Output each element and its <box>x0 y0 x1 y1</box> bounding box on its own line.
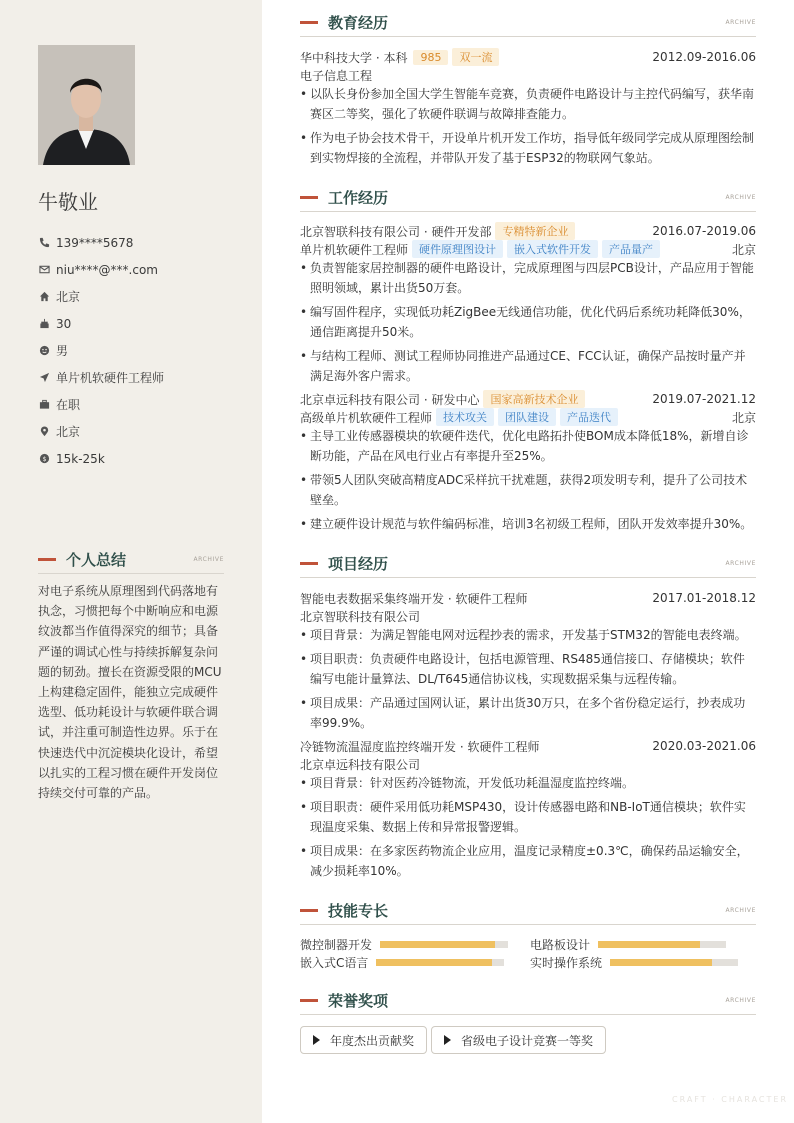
location-pin-icon <box>38 426 50 438</box>
skill-item <box>300 935 508 953</box>
archive-label: ARCHIVE <box>193 555 224 563</box>
awards-title: 荣誉奖项 <box>328 991 389 1010</box>
job-role-row <box>300 408 756 426</box>
info-status <box>38 391 164 418</box>
education-school-row <box>300 48 756 66</box>
info-email <box>38 256 164 283</box>
skill-level-fill <box>598 941 700 948</box>
job-date: 2019.07-2021.12 <box>652 392 756 406</box>
job-role: 单片机软硬件工程师 <box>300 242 409 257</box>
section-accent-bar <box>300 196 318 199</box>
education-section-header <box>300 8 756 37</box>
job-date: 2016.07-2019.06 <box>652 224 756 238</box>
list-item: • 带领5人团队突破高精度ADC采样抗干扰难题，获得2项发明专利，提升了公司技术壁垒。 <box>300 470 756 510</box>
archive-label: ARCHIVE <box>725 193 756 201</box>
project-company: 北京智联科技有限公司 <box>300 609 421 624</box>
job-company-row <box>300 222 756 240</box>
project-bullets <box>300 773 756 885</box>
award-label: 年度杰出贡献奖 <box>330 1033 415 1048</box>
info-location <box>38 418 164 445</box>
skills-title: 技能专长 <box>328 901 389 920</box>
project-company: 北京卓远科技有限公司 <box>300 757 421 772</box>
education-bullets <box>300 84 756 172</box>
contact-info-list <box>38 229 164 472</box>
project-company-row <box>300 755 756 773</box>
summary-title: 个人总结 <box>66 550 127 569</box>
project-name: 冷链物流温湿度监控终端开发 · 软硬件工程师 <box>300 739 540 754</box>
award-label: 省级电子设计竞赛一等奖 <box>461 1033 594 1048</box>
salary-text: 15k-25k <box>56 451 105 466</box>
work-title: 工作经历 <box>328 188 389 207</box>
project-company-row <box>300 607 756 625</box>
education-major-row <box>300 66 756 84</box>
section-accent-bar <box>38 558 56 561</box>
job-company: 北京卓远科技有限公司 · 研发中心 <box>300 392 480 407</box>
info-salary <box>38 445 164 472</box>
skill-level-track <box>380 941 508 948</box>
list-item: • 作为电子协会技术骨干，开设单片机开发工作坊，指导低年级同学完成从原理图绘制到实物焊接的全流程，并带队开发了基于ESP32的物联网气象站。 <box>300 128 756 168</box>
skill-item <box>300 953 504 971</box>
profile-photo <box>38 45 135 165</box>
education-title: 教育经历 <box>328 13 389 32</box>
skill-level-track <box>610 959 738 966</box>
summary-section-header <box>38 545 224 574</box>
major-name: 电子信息工程 <box>300 68 373 83</box>
list-item: • 项目职责：硬件采用低功耗MSP430，设计传感器电路和NB-IoT通信模块；软件实现温度采集、数据上传和异常报警逻辑。 <box>300 797 756 837</box>
skills-section-header <box>300 896 756 925</box>
skill-level-fill <box>376 959 491 966</box>
project-name-row <box>300 589 756 607</box>
status-text: 在职 <box>56 398 81 412</box>
job-bullets <box>300 258 756 390</box>
project-date: 2020.03-2021.06 <box>652 739 756 753</box>
home-icon <box>38 291 50 303</box>
list-item: • 项目成果：在多家医药物流企业应用，温度记录精度±0.3℃，确保药品运输安全，减少损耗率10%。 <box>300 841 756 881</box>
project-bullets <box>300 625 756 737</box>
archive-label: ARCHIVE <box>725 906 756 914</box>
skill-level-fill <box>380 941 495 948</box>
skill-item <box>530 935 726 953</box>
section-accent-bar <box>300 909 318 912</box>
list-item: • 与结构工程师、测试工程师协同推进产品通过CE、FCC认证，确保产品按时量产并满足海外客户需求。 <box>300 346 756 386</box>
list-item: • 项目背景：针对医药冷链物流，开发低功耗温湿度监控终端。 <box>300 773 756 793</box>
target-position-text: 单片机软硬件工程师 <box>56 371 165 385</box>
list-item: • 项目背景：为满足智能电网对远程抄表的需求，开发基于STM32的智能电表终端。 <box>300 625 756 645</box>
project-date: 2017.01-2018.12 <box>652 591 756 605</box>
phone-icon <box>38 237 50 249</box>
role-tag: 团队建设 <box>498 408 556 426</box>
role-tag: 技术攻关 <box>436 408 494 426</box>
skill-name: 嵌入式C语言 <box>300 955 369 970</box>
job-city: 北京 <box>731 242 756 257</box>
list-item: • 项目成果：产品通过国网认证，累计出货30万只，在多个省份稳定运行，抄表成功率99.9%。 <box>300 693 756 733</box>
archive-label: ARCHIVE <box>725 18 756 26</box>
salary-icon <box>38 453 50 465</box>
archive-label: ARCHIVE <box>725 559 756 567</box>
award-chip <box>431 1026 606 1054</box>
sidebar <box>0 0 262 1123</box>
cake-icon <box>38 318 50 330</box>
gender-text: 男 <box>56 344 69 358</box>
list-item: • 编写固件程序，实现低功耗ZigBee无线通信功能，优化代码后系统功耗降低30%，通信距离提升50米。 <box>300 302 756 342</box>
skill-level-fill <box>610 959 712 966</box>
play-triangle-icon <box>313 1035 320 1045</box>
project-name: 智能电表数据采集终端开发 · 软硬件工程师 <box>300 591 528 606</box>
projects-title: 项目经历 <box>328 554 389 573</box>
school-name: 华中科技大学 · 本科 <box>300 50 408 65</box>
awards-list <box>300 1026 606 1054</box>
awards-section-header <box>300 986 756 1015</box>
job-company-row <box>300 390 756 408</box>
company-tag: 专精特新企业 <box>495 222 575 240</box>
info-age <box>38 310 164 337</box>
company-tag: 国家高新技术企业 <box>483 390 585 408</box>
svg-text:$: $ <box>41 454 47 463</box>
skill-level-track <box>598 941 726 948</box>
section-accent-bar <box>300 21 318 24</box>
skill-level-track <box>376 959 504 966</box>
section-accent-bar <box>300 999 318 1002</box>
role-tag: 产品量产 <box>602 240 660 258</box>
age-text: 30 <box>56 316 72 331</box>
location-text: 北京 <box>56 425 81 439</box>
info-gender <box>38 337 164 364</box>
section-accent-bar <box>300 562 318 565</box>
play-triangle-icon <box>444 1035 451 1045</box>
skill-name: 微控制器开发 <box>300 937 373 952</box>
info-phone <box>38 229 164 256</box>
hometown-text: 北京 <box>56 290 81 304</box>
summary-text: 对电子系统从原理图到代码落地有执念，习惯把每个中断响应和电源纹波都当作值得深究的细节；具备严谨的调试心性与持续拆解复杂问题的韧劲。擅长在资源受限的MCU上构建稳定固件，能独立完成硬件选型、低功耗设计与软硬件联合调试，并注重可制造性边界。乐于在快速迭代中沉淀模块化设计，希望以扎实的工程习惯在硬件开发岗位持续交付可靠的产品。 <box>38 584 222 801</box>
school-tag: 双一流 <box>452 48 499 66</box>
send-icon <box>38 372 50 384</box>
list-item: • 以队长身份参加全国大学生智能车竞赛，负责硬件电路设计与主控代码编写，获华南赛区二等奖，强化了软硬件联调与故障排查能力。 <box>300 84 756 124</box>
email-icon <box>38 264 50 276</box>
project-name-row <box>300 737 756 755</box>
briefcase-icon <box>38 399 50 411</box>
candidate-name: 牛敬业 <box>38 190 98 214</box>
list-item: • 主导工业传感器模块的软硬件迭代，优化电路拓扑使BOM成本降低18%，新增自诊断功能，产品在风电行业占有率提升至25%。 <box>300 426 756 466</box>
skill-item <box>530 953 738 971</box>
education-date: 2012.09-2016.06 <box>652 50 756 64</box>
phone-text: 139****5678 <box>56 235 134 250</box>
job-role: 高级单片机软硬件工程师 <box>300 410 433 425</box>
award-chip <box>300 1026 427 1054</box>
job-city: 北京 <box>731 410 756 425</box>
role-tag: 产品迭代 <box>560 408 618 426</box>
gender-icon <box>38 345 50 357</box>
info-target-position <box>38 364 164 391</box>
list-item: • 项目职责：负责硬件电路设计，包括电源管理、RS485通信接口、存储模块；软件编写电能计量算法、DL/T645通信协议栈，实现数据采集与远程传输。 <box>300 649 756 689</box>
role-tag: 硬件原理图设计 <box>412 240 503 258</box>
footer-watermark: CRAFT · CHARACTER <box>672 1095 788 1104</box>
email-text: niu****@***.com <box>56 262 158 277</box>
job-role-row <box>300 240 756 258</box>
role-tag: 嵌入式软件开发 <box>507 240 598 258</box>
info-hometown <box>38 283 164 310</box>
job-company: 北京智联科技有限公司 · 硬件开发部 <box>300 224 492 239</box>
job-bullets <box>300 426 756 538</box>
school-tag: 985 <box>413 50 448 65</box>
list-item: • 负责智能家居控制器的硬件电路设计，完成原理图与四层PCB设计，产品应用于智能照明领域，累计出货50万套。 <box>300 258 756 298</box>
skill-name: 电路板设计 <box>530 937 591 952</box>
work-section-header <box>300 183 756 212</box>
skill-name: 实时操作系统 <box>530 955 603 970</box>
archive-label: ARCHIVE <box>725 996 756 1004</box>
projects-section-header <box>300 549 756 578</box>
list-item: • 建立硬件设计规范与软件编码标准，培训3名初级工程师，团队开发效率提升30%。 <box>300 514 756 534</box>
